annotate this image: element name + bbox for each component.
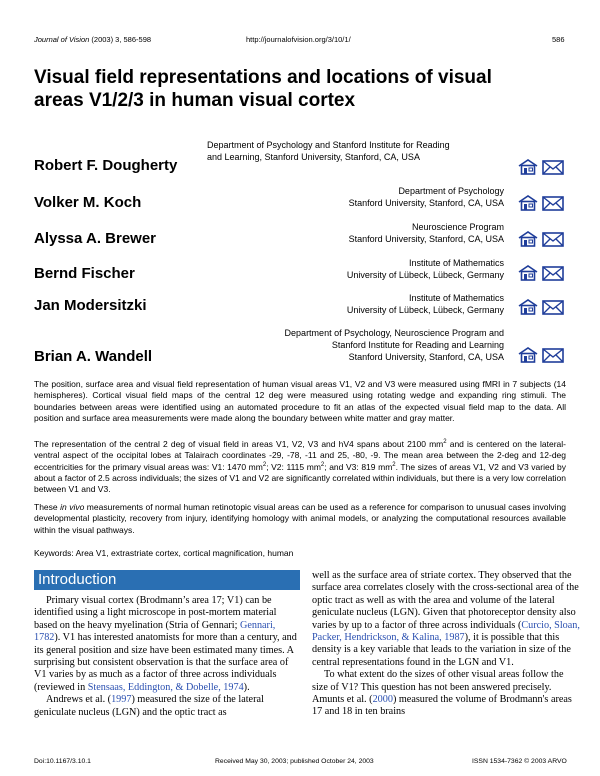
journal-citation: Journal of Vision (2003) 3, 586-598 [34,35,152,44]
footer-doi: Doi:10.1167/3.10.1 [34,758,91,765]
home-icon[interactable] [518,299,538,315]
author-links [518,347,568,363]
mail-icon[interactable] [542,160,564,175]
footer-issn: ISSN 1534-7362 © 2003 ARVO [472,758,567,765]
page-number: 586 [552,35,565,44]
mail-icon[interactable] [542,348,564,363]
home-icon[interactable] [518,347,538,363]
abstract-paragraph-1: The position, surface area and visual field representation of human visual areas V1, V2 and V3 were measured using fMRI in 7 subjects (14 hemispheres). Cortical visual field maps of the central 12 deg were measured using rotating wedge and expanding ring stimuli. The boundaries between areas were identified using an automated procedure to fit an atlas of the expected visual field map to the data. All position and surface area measurements were made along the boundary between white matter and gray matter. [34,379,566,423]
author-affiliation: Department of Psychology and Stanford Institute for Reading and Learning, Stanford University, Stanford, CA, USA [207,140,450,162]
citation-link[interactable]: 1997 [111,694,132,706]
home-icon[interactable] [518,159,538,175]
home-icon[interactable] [518,231,538,247]
citation-link[interactable]: Gennari, 1782 [34,619,276,644]
mail-icon[interactable] [542,232,564,247]
citation-link[interactable]: Stensaas, Eddington, & Dobelle, 1974 [87,681,244,693]
mail-icon[interactable] [542,300,564,315]
author-affiliation: Department of Psychology, Neuroscience Program and Stanford Institute for Reading and Learning Stanford University, Stanford, CA, USA [284,328,504,362]
author-name: Jan Modersitzki [34,297,147,314]
abstract-paragraph-3: These in vivo measurements of normal human retinotopic visual areas can be used as a reference for comparison to unusual cases involving developmental plasticity, recovery from injury, identifying homology with animal models, or analyzing the computational resources available within the visual pathways. [34,502,567,535]
author-affiliation: Institute of Mathematics University of Lübeck, Lübeck, Germany [346,258,504,280]
author-name: Volker M. Koch [34,194,142,211]
paper-title: Visual field representations and locations of visual areas V1/2/3 in human visual cortex [34,67,492,111]
author-links [518,265,568,281]
author-name: Brian A. Wandell [34,348,153,365]
citation-link[interactable]: 2000 [372,694,393,706]
author-links [518,159,568,175]
author-name: Robert F. Dougherty [34,157,178,174]
author-affiliation: Neuroscience Program Stanford University, Stanford, CA, USA [348,222,504,244]
home-icon[interactable] [518,195,538,211]
author-name: Bernd Fischer [34,265,135,282]
author-affiliation: Institute of Mathematics University of Lübeck, Lübeck, Germany [346,293,504,315]
author-links [518,231,568,247]
mail-icon[interactable] [542,196,564,211]
author-affiliation: Department of Psychology Stanford University, Stanford, CA, USA [348,186,504,208]
author-name: Alyssa A. Brewer [34,230,157,247]
abstract-paragraph-2: The representation of the central 2 deg of visual field in areas V1, V2, V3 and hV4 spans about 2100 $mm^2$ and is centered on the lateral-ventral aspect of the occipital lobes at Talairach coordinates -29, -78, -11 and 25, -80, -9. The mean area between the 2-deg and 12-deg eccentricities for the primary visual areas was: V1: 1470 $mm^2$; V2: 1115 $mm^2$; and V3: 819 $mm^2$. The sizes of areas V1, V2 and V3 varied by about a factor of 2.5 across individuals; the sizes of V1 and V2 are significantly correlated within individuals, but there is a very low correlation between V1 and V3. [34,439,566,495]
body-left-column: Primary visual cortex (Brodmann’s area 17; V1) can be identified using a light microscope in post-mortem material based on the heavy myelination (Stria of Gennari; Gennari, 1782). V1 has interested anatomists for more than a century, and its general position and size have been estimated many times. A surprising but consistent observation is that the surface area of V1 varies by as much as a factor of three across individuals (reviewed in Stensaas, Eddington, & Dobelle, 1974). Andrews et al. (1997) measured the size of the lateral geniculate nucleus (LGN) and the optic tract as [34,595,297,718]
journal-url[interactable]: http://journalofvision.org/3/10/1/ [246,35,351,44]
body-right-column: well as the surface area of striate cortex. They observed that the surface area correlates closely with the cross-sectional area of the optic tract as well as with the area and volume of the lateral geniculate nucleus (LGN). Given that photoreceptor density also varies by up to a factor of three across individuals (Curcio, Sloan, Packer, Hendrickson, & Kalina, 1987), it is possible that this density is a key variable that leads to the variation in size of the central representations found in the LGN and V1. To what extent do the sizes of other visual areas follow the size of V1? This question has not been answered precisely. Amunts et al. (2000) measured the volume of Brodmann's areas 17 and 18 in ten brains [312,570,580,718]
author-links [518,195,568,211]
mail-icon[interactable] [542,266,564,281]
citation-link[interactable]: Curcio, Sloan, Packer, Hendrickson, & Kalina, 1987 [312,619,580,644]
home-icon[interactable] [518,265,538,281]
author-links [518,299,568,315]
section-heading-introduction: Introduction [34,570,300,590]
keywords: Keywords: Area V1, extrastriate cortex, cortical magnification, human [34,548,294,558]
footer-received: Received May 30, 2003; published October 24, 2003 [215,758,374,765]
